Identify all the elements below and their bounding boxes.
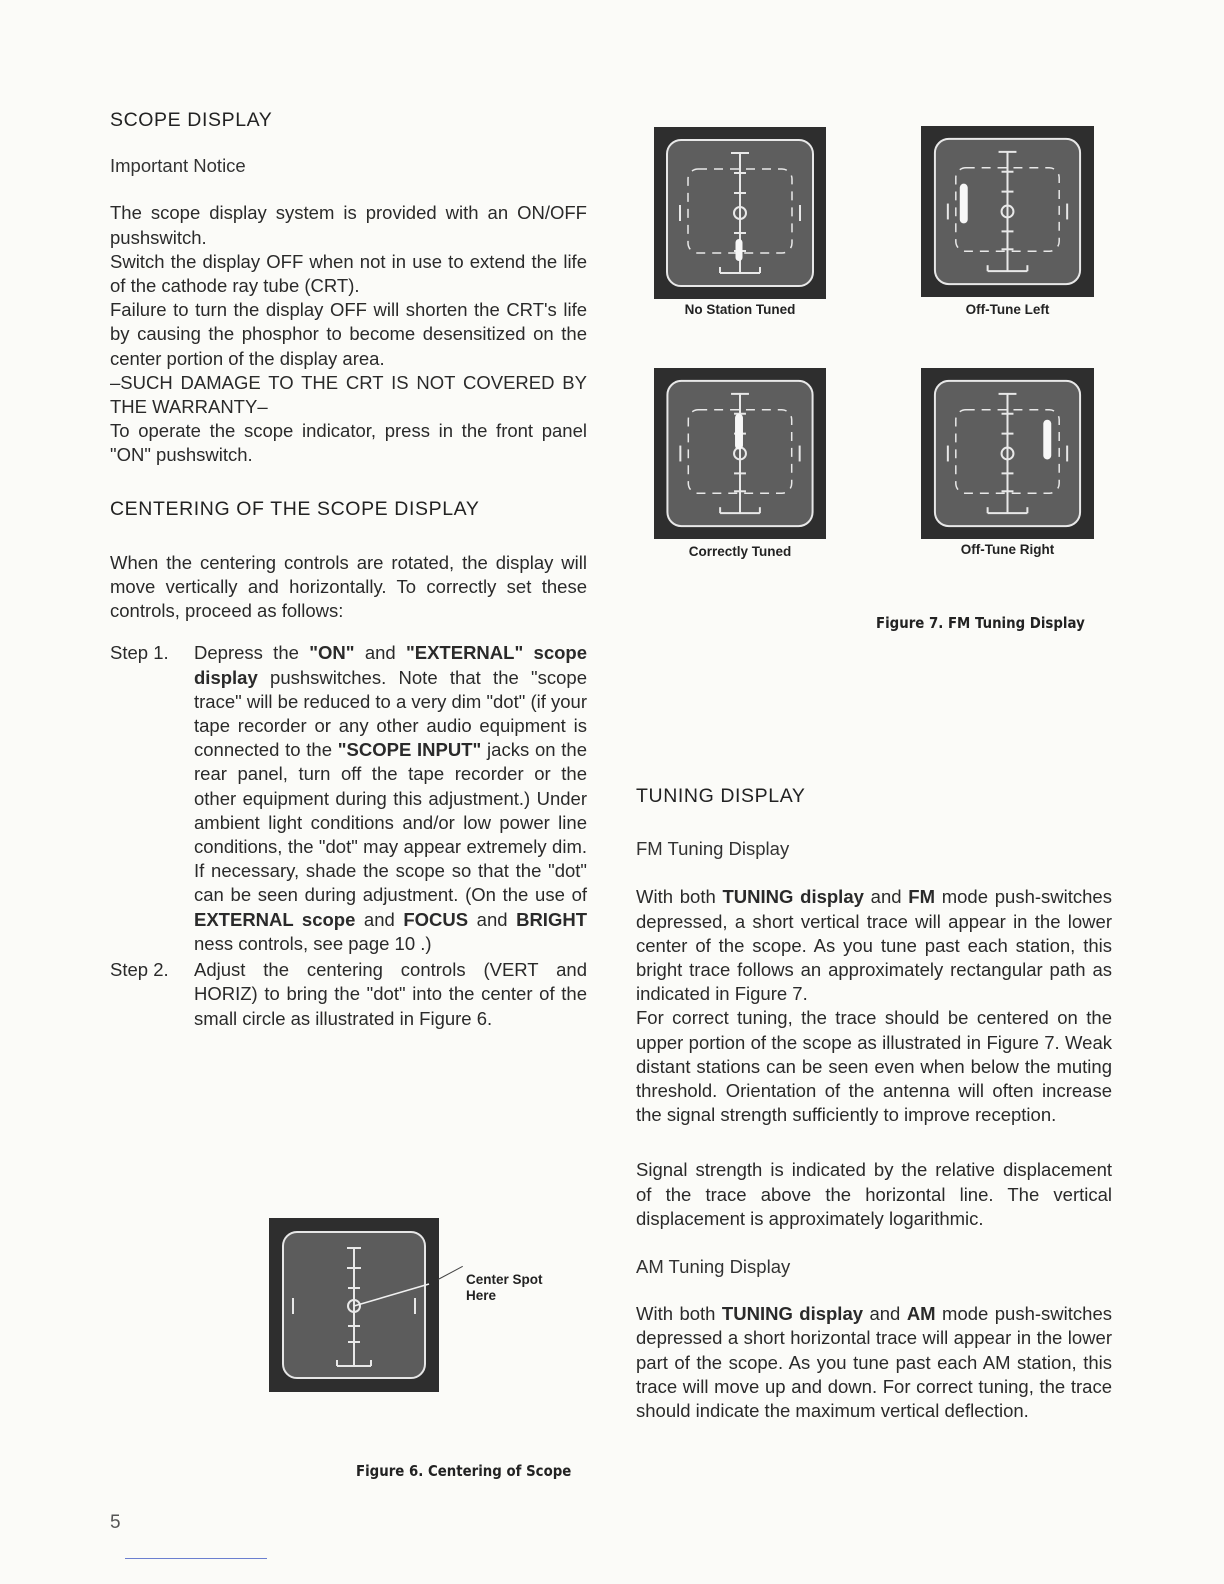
centering-heading: CENTERING OF THE SCOPE DISPLAY — [110, 497, 480, 520]
am-tuning-subtitle: AM Tuning Display — [636, 1256, 791, 1278]
centering-intro: When the centering controls are rotated, the display will move vertically and horizontally. To correctly set these controls, proceed as follows: — [110, 551, 587, 622]
am-paragraph: With both TUNING display and AM mode push-switches depressed a short horizontal trace will appear in the lower part of the scope. As you tune past each AM station, this trace will move up and down. For correct tuning, the trace should indicate the maximum vertical deflection. — [636, 1303, 1112, 1422]
panel-label-correctly-tuned: Correctly Tuned — [688, 544, 792, 559]
page-number: 5 — [110, 1512, 121, 1533]
scope-trace — [1043, 420, 1051, 460]
panel-label-no-station: No Station Tuned — [684, 302, 796, 317]
panel-label-off-tune-left: Off-Tune Left — [965, 302, 1050, 317]
notice-line: To operate the scope indicator, press in the front panel "ON" pushswitch. — [110, 420, 587, 466]
scope-trace — [735, 414, 743, 450]
scope-trace — [960, 184, 968, 224]
scope-display-heading: SCOPE DISPLAY — [110, 109, 273, 131]
notice-block — [110, 201, 587, 467]
warranty-warning: –SUCH DAMAGE TO THE CRT IS NOT COVERED BY THE WARRANTY– — [110, 371, 587, 418]
notice-line: The scope display system is provided with an ON/OFF pushswitch. — [110, 202, 587, 248]
annotation-leader-line — [438, 1266, 463, 1280]
fm-paragraph-2: For correct tuning, the trace should be centered on the upper portion of the scope as illustrated in Figure 7. Weak distant stations can be seen even when below the muting threshold. Orientation of the antenna will often increase the signal strength sufficiently to improve reception. — [636, 1007, 1112, 1126]
figure-7-panel-correctly-tuned — [654, 368, 826, 539]
signal-strength-paragraph: Signal strength is indicated by the relative displacement of the trace above the horizontal line. The vertical displacement is approximately logarithmic. — [636, 1159, 1112, 1229]
right-column — [636, 784, 1112, 1423]
tuning-display-heading: TUNING DISPLAY — [636, 785, 806, 807]
left-column — [110, 108, 587, 1031]
figure-6-scope-image — [269, 1218, 439, 1392]
step-1: Step 1. Depress the "ON" and "EXTERNAL" scope display pushswitches. Note that the "scope trace" will be reduced to a very dim "dot" (if your tape recorder or any other audio equipment is connected to the "SCOPE INPUT" jacks on the rear panel, turn off the tape recorder or the other equipment during this adjustment.) Under ambient light conditions and/or low power line conditions, the "dot" may appear extremely dim. If necessary, shade the scope so that the "dot" can be seen during adjustment. (On the use of EXTERNAL scope and FOCUS and BRIGHT ness controls, see page 10 .) — [110, 642, 587, 954]
scope-crt-svg — [921, 368, 1094, 539]
figure-7-panel-off-tune-right — [921, 368, 1094, 539]
fm-tuning-subtitle: FM Tuning Display — [636, 838, 790, 860]
step-2-label: Step 2. — [110, 959, 169, 981]
annotation-line-1: Center Spot — [466, 1272, 543, 1287]
footer-rule — [125, 1558, 267, 1559]
step-1-label: Step 1. — [110, 642, 169, 664]
panel-label-off-tune-right: Off-Tune Right — [960, 542, 1055, 557]
scope-crt-svg — [921, 126, 1094, 297]
figure-7-caption: Figure 7. FM Tuning Display — [876, 614, 1085, 632]
scope-crt-svg — [654, 368, 826, 539]
scope-crt-svg — [654, 127, 826, 299]
important-notice-subtitle: Important Notice — [110, 155, 246, 177]
center-spot-annotation — [466, 1272, 543, 1304]
figure-7-panel-off-tune-left — [921, 126, 1094, 297]
figure-6-caption: Figure 6. Centering of Scope — [356, 1462, 572, 1480]
step-2: Step 2. Adjust the centering controls (VERT and HORIZ) to bring the "dot" into the center of the small circle as illustrated in Figure 6. — [110, 959, 587, 1029]
notice-line: Switch the display OFF when not in use to extend the life of the cathode ray tube (CRT). — [110, 250, 587, 297]
fm-paragraph-1: With both TUNING display and FM mode push-switches depressed, a short vertical trace will appear in the lower center of the scope. As you tune past each station, this bright trace follows an approximately rectangular path as indicated in Figure 7. — [636, 886, 1112, 1005]
figure-7-panel-no-station — [654, 127, 826, 299]
scope-trace — [736, 239, 743, 261]
annotation-line-2: Here — [466, 1288, 497, 1303]
notice-line: Failure to turn the display OFF will shorten the CRT's life by causing the phosphor to become desensitized on the center portion of the display area. — [110, 299, 587, 369]
